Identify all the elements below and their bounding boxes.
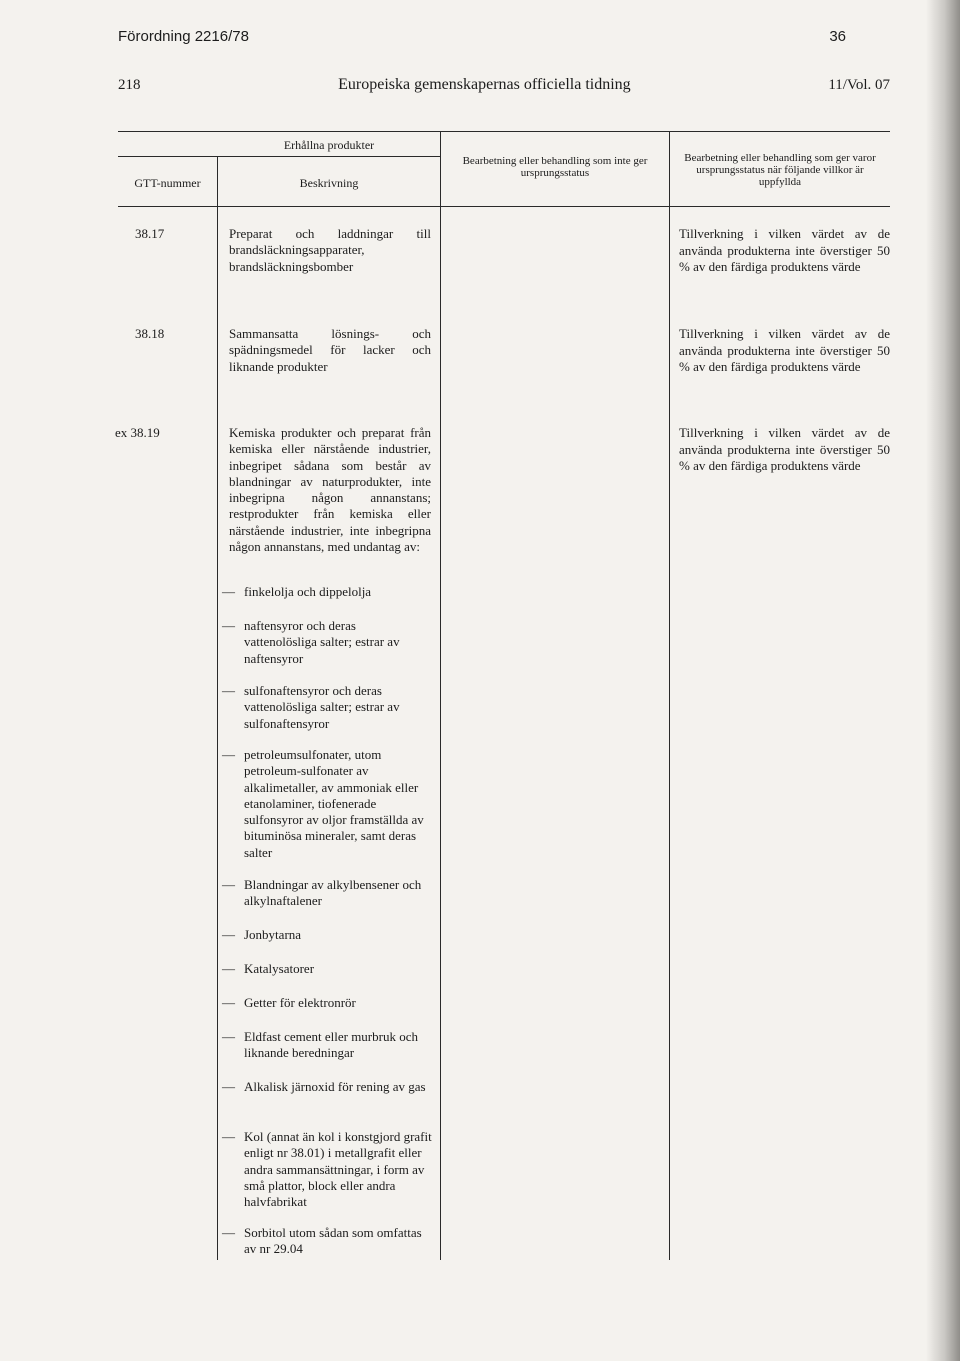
dash-bullet: — xyxy=(222,1029,235,1044)
exception-text: finkelolja och dippelolja xyxy=(244,584,372,599)
origin-condition: Tillverkning i vilken värdet av de använda produkterna inte överstiger 50 % av den färdiga produktens värde xyxy=(679,226,890,274)
exception-text: Katalysatorer xyxy=(244,961,315,976)
dash-bullet: — xyxy=(222,747,235,762)
column-divider-non-origin xyxy=(669,131,670,1260)
dash-bullet: — xyxy=(222,995,235,1010)
product-description: Sammansatta lösnings- och spädningsmedel för lacker och liknande produkter xyxy=(229,326,431,374)
dash-bullet: — xyxy=(222,1225,235,1240)
product-description: Kemiska produkter och preparat från kemiska eller närstående industrier, inbegripet sådana som består av blandningar av naturprodukter, inte inbegripna någon annanstans; restprodukter från kemiska eller närstående industrier, inte inbegripna någon annanstans, med undantag av: xyxy=(229,425,431,555)
exception-text: naftensyror och deras vattenolösliga salter; estrar av naftensyror xyxy=(244,618,400,666)
exception-item xyxy=(222,683,432,732)
column-heading-origin: Bearbetning eller behandling som ger varor ursprungsstatus när följande villkor är uppfyllda xyxy=(684,152,876,188)
exception-text: Kol (annat än kol i konstgjord grafit enligt nr 38.01) i metallgrafit eller andra sammansättningar, i form av små plattor, block eller andra halvfabrikat xyxy=(244,1129,432,1210)
page-edge-shadow xyxy=(926,0,960,1361)
column-heading-gtt: GTT-nummer xyxy=(134,176,201,190)
page-number: 218 xyxy=(118,77,141,93)
exception-item xyxy=(222,995,432,1011)
dash-bullet: — xyxy=(222,584,235,599)
origin-condition: Tillverkning i vilken värdet av de använda produkterna inte överstiger 50 % av den färdiga produktens värde xyxy=(679,425,890,473)
origin-condition: Tillverkning i vilken värdet av de använda produkterna inte överstiger 50 % av den färdiga produktens värde xyxy=(679,326,890,374)
exception-text: sulfonaftensyror och deras vattenolösliga salter; estrar av sulfonaftensyror xyxy=(244,683,400,731)
scan-page-number: 36 xyxy=(829,28,846,45)
dash-bullet: — xyxy=(222,1079,235,1094)
column-heading-description: Beskrivning xyxy=(299,176,359,190)
column-divider-desc xyxy=(440,131,441,1260)
exception-text: Blandningar av alkylbensener och alkylnaftalener xyxy=(244,877,422,909)
exception-item xyxy=(222,927,432,943)
exception-item xyxy=(222,1129,432,1210)
publication-title: Europeiska gemenskapernas officiella tidning xyxy=(338,76,631,93)
dash-bullet: — xyxy=(222,618,235,633)
exception-item xyxy=(222,1029,432,1062)
dash-bullet: — xyxy=(222,1129,235,1144)
exception-text: petroleumsulfonater, utom petroleum-sulfonater av alkalimetaller, av ammoniak eller etanolaminer, tiofenerade sulfonsyror av oljor framställda av bituminösa mineraler, samt deras salter xyxy=(244,747,424,860)
exception-item xyxy=(222,584,432,600)
exception-item xyxy=(222,618,432,667)
product-description: Preparat och laddningar till brandsläckningsapparater, brandsläckningsbomber xyxy=(229,226,431,274)
exception-item xyxy=(222,1079,432,1095)
exception-text: Jonbytarna xyxy=(244,927,302,942)
exception-text: Eldfast cement eller murbruk och liknande beredningar xyxy=(244,1029,418,1061)
exception-text: Getter för elektronrör xyxy=(244,995,356,1010)
journal-header xyxy=(118,76,890,94)
regulation-number: Förordning 2216/78 xyxy=(118,28,249,45)
exception-text: Sorbitol utom sådan som omfattas av nr 29.04 xyxy=(244,1225,422,1257)
gtt-number: 38.17 xyxy=(135,226,165,241)
header-bottom-rule xyxy=(118,206,890,207)
dash-bullet: — xyxy=(222,927,235,942)
document-reference-line xyxy=(118,28,846,45)
dash-bullet: — xyxy=(222,683,235,698)
column-heading-non-origin: Bearbetning eller behandling som inte ger ursprungsstatus xyxy=(462,155,648,179)
gtt-number: ex 38.19 xyxy=(115,425,160,440)
dash-bullet: — xyxy=(222,961,235,976)
dash-bullet: — xyxy=(222,877,235,892)
column-divider-gtt xyxy=(217,156,218,1260)
group-header-rule xyxy=(118,156,440,157)
column-group-heading: Erhållna produkter xyxy=(283,138,375,152)
table-top-rule xyxy=(118,131,890,132)
exception-item xyxy=(222,747,432,861)
exception-item xyxy=(222,877,432,910)
exception-item xyxy=(222,1225,432,1258)
exception-item xyxy=(222,961,432,977)
gtt-number: 38.18 xyxy=(135,326,165,341)
exception-text: Alkalisk järnoxid för rening av gas xyxy=(244,1079,426,1094)
volume-number: 11/Vol. 07 xyxy=(828,77,890,93)
